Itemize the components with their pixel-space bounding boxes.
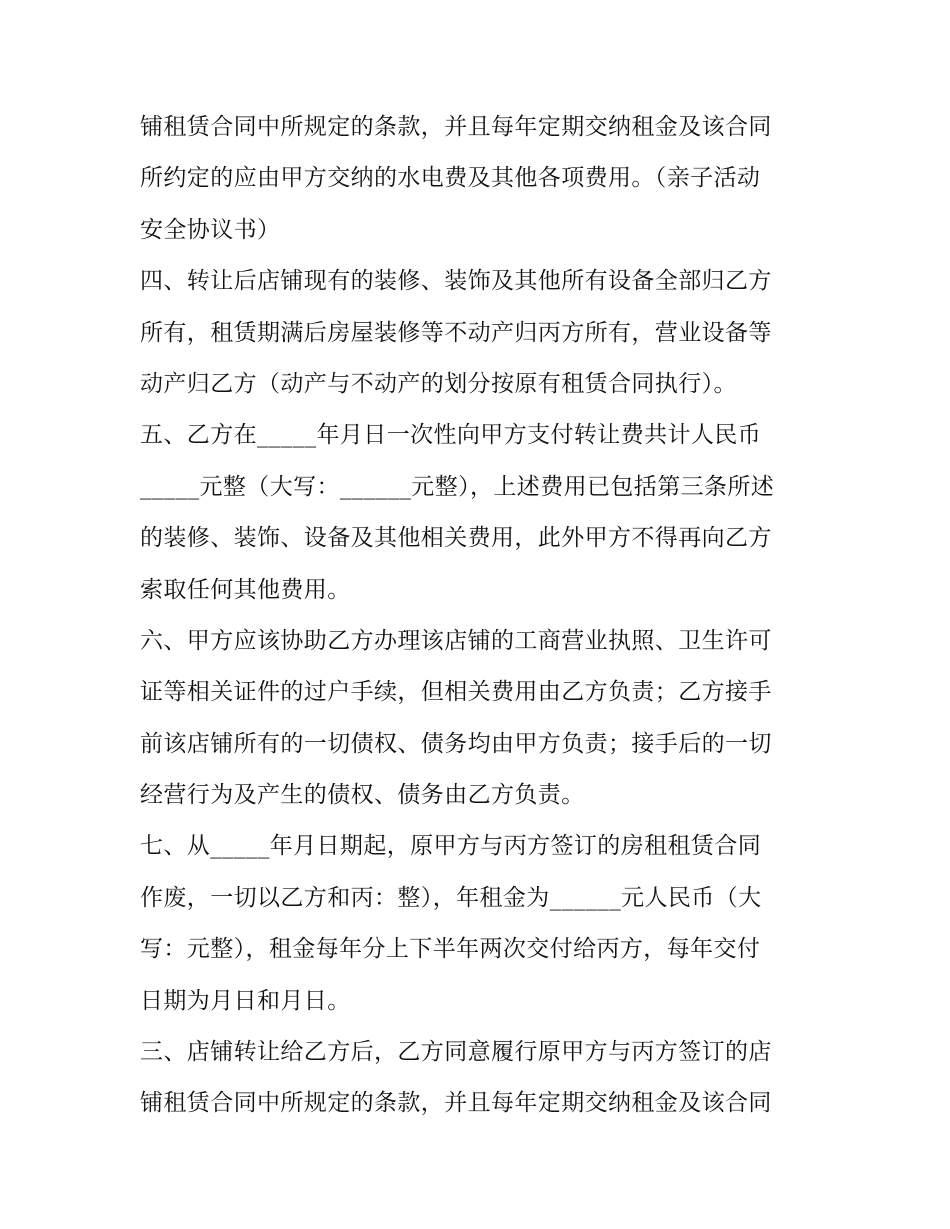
text-line: _____元整（大写：______元整），上述费用已包括第三条所述 bbox=[140, 473, 775, 500]
text-line: 经营行为及产生的债权、债务由乙方负责。 bbox=[140, 782, 585, 809]
text-line: 六、甲方应该协助乙方办理该店铺的工商营业执照、卫生许可 bbox=[140, 627, 772, 654]
text-line: 七、从_____年月日期起，原甲方与丙方签订的房租租赁合同 bbox=[140, 833, 762, 860]
text-line: 证等相关证件的过户手续，但相关费用由乙方负责；乙方接手 bbox=[140, 679, 772, 706]
text-line: 动产归乙方（动产与不动产的划分按原有租赁合同执行）。 bbox=[140, 370, 737, 397]
contract-text bbox=[140, 102, 820, 1130]
text-line: 前该店铺所有的一切债权、债务均由甲方负责；接手后的一切 bbox=[140, 730, 772, 757]
text-line: 铺租赁合同中所规定的条款，并且每年定期交纳租金及该合同 bbox=[140, 114, 772, 140]
text-line: 所有，租赁期满后房屋装修等不动产归丙方所有，营业设备等 bbox=[140, 319, 772, 346]
text-line: 的装修、装饰、设备及其他相关费用，此外甲方不得再向乙方 bbox=[140, 525, 772, 552]
text-line: 所约定的应由甲方交纳的水电费及其他各项费用。（亲子活动 bbox=[140, 165, 761, 192]
text-line: 铺租赁合同中所规定的条款，并且每年定期交纳租金及该合同 bbox=[140, 1090, 772, 1117]
text-line: 索取任何其他费用。 bbox=[140, 576, 351, 603]
text-line: 安全协议书） bbox=[140, 216, 281, 243]
text-line: 写：元整），租金每年分上下半年两次交付给丙方，每年交付 bbox=[140, 936, 761, 963]
text-line: 四、转让后店铺现有的装修、装饰及其他所有设备全部归乙方 bbox=[140, 268, 772, 295]
text-line: 三、店铺转让给乙方后，乙方同意履行原甲方与丙方签订的店 bbox=[140, 1039, 772, 1066]
text-line: 五、乙方在_____年月日一次性向甲方支付转让费共计人民币 bbox=[140, 422, 762, 449]
text-line: 日期为月日和月日。 bbox=[140, 987, 351, 1014]
text-line: 作废，一切以乙方和丙：整），年租金为______元人民币（大 bbox=[140, 884, 762, 911]
